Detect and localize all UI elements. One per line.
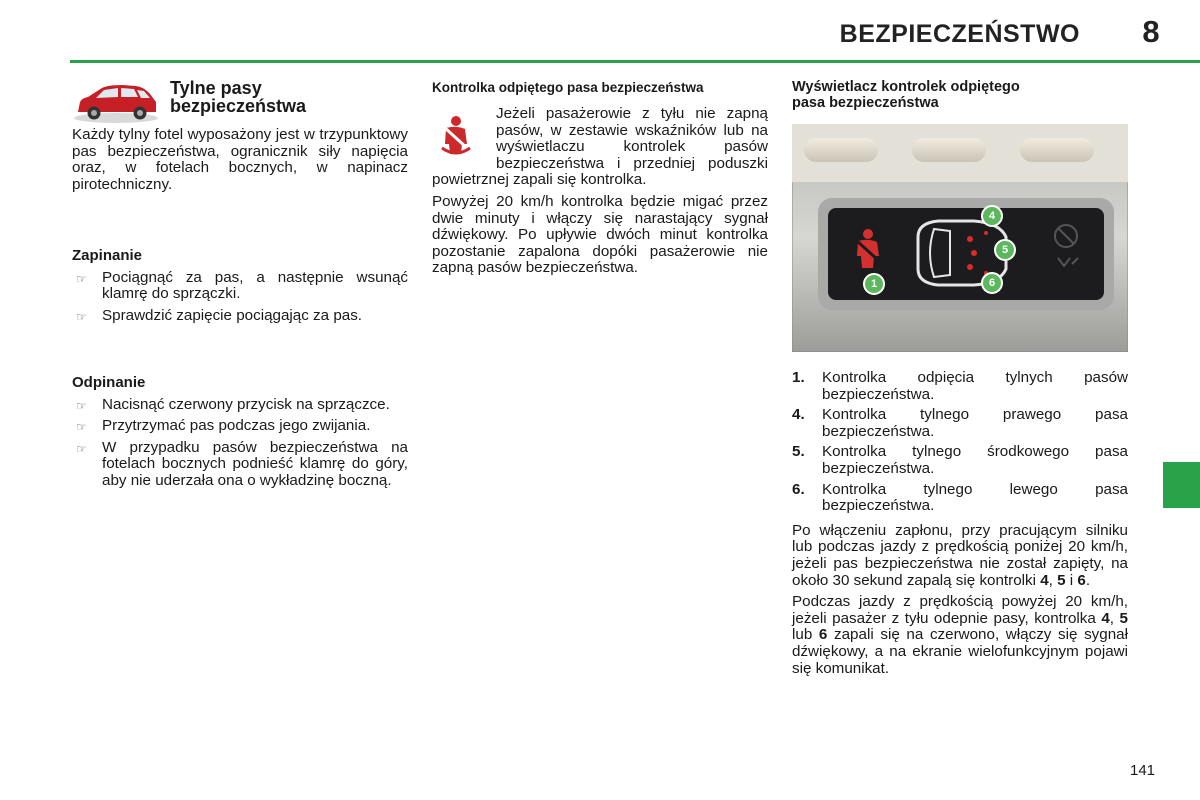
callout-1: 1 [863,273,885,295]
intro-paragraph: Każdy tylny fotel wyposażony jest w trzypunktowy pas bezpieczeństwa, ogranicznik siły napięcia oraz, w fotelach bocznych, w napinacz pirotechniczny. [72,126,408,193]
heading-line: bezpieczeństwa [170,96,307,116]
list-item: 1. Kontrolka odpięcia tylnych pasów bezpieczeństwa. [792,369,1128,403]
seatbelt-warning-icon [432,114,486,160]
list-item: ☞ Nacisnąć czerwony przycisk na sprzączce. [76,395,390,413]
list-item: ☞ W przypadku pasów bezpieczeństwa na fotelach bocznych podnieść klamrę do góry, aby nie uderzała ona o wykładzinę boczną. [76,438,408,489]
car-icon [72,80,160,124]
odpinanie-list [72,397,408,490]
heading-line: Wyświetlacz kontrolek odpiętego [792,79,1020,95]
callout-5: 5 [994,239,1016,261]
indicator-list [792,370,1128,515]
chapter-number: 8 [1142,14,1160,49]
display-paragraph-2: Podczas jazdy z prędkością powyżej 20 km/h, jeżeli pasażer z tyłu odepnie pasy, kontrolka 4, 5 lub 6 zapali się na czerwono, włączy się sygnał dźwiękowy, a na ekranie wielofunkcyjnym pojawi się komunikat. [792,593,1128,677]
list-item: 6. Kontrolka tylnego lewego pasa bezpieczeństwa. [792,480,1128,515]
section-heading-display [792,79,1132,111]
pointing-hand-icon: ☞ [76,420,87,435]
heading-line: pasa bezpieczeństwa [792,95,939,111]
display-paragraph-1: Po włączeniu zapłonu, przy pracującym silniku lub podczas jazdy z prędkością poniżej 20 km/h, jeżeli pas bezpieczeństwa nie został zapięty, na około 30 sekund zapalą się kontrolki 4, 5 i 6. [792,521,1128,589]
zapinanie-list [72,270,408,325]
warning-display-photo [792,124,1128,352]
page-number: 141 [1130,762,1156,779]
list-item: ☞ Sprawdzić zapięcie pociągając za pas. [76,306,363,324]
warning-paragraph-2: Powyżej 20 km/h kontrolka będzie migać przez dwie minuty i włączy się narastający sygnał dźwiękowy. Po upływie dwóch minut kontrolka pozostanie zapalona dopóki pasażerowie nie zapną pasów bezpieczeństwa. [432,192,768,277]
pointing-hand-icon: ☞ [76,441,87,456]
pointing-hand-icon: ☞ [76,398,87,413]
section-heading-unfastened-warning: Kontrolka odpiętego pasa bezpieczeństwa [432,80,704,95]
warning-paragraph-1: Jeżeli pasażerowie z tyłu nie zapną pasów, w zestawie wskaźników lub na wyświetlaczu kontrolek pasów bezpieczeństwa i przedniej poduszki powietrznej zapali się kontrolka. [432,105,768,189]
list-item: 4. Kontrolka tylnego prawego pasa bezpieczeństwa. [792,406,1128,440]
pointing-hand-icon: ☞ [76,309,87,324]
list-item: ☞ Pociągnąć za pas, a następnie wsunąć klamrę do sprzączki. [76,268,408,303]
callout-4: 4 [981,205,1003,227]
subheading-zapinanie: Zapinanie [72,247,143,264]
pointing-hand-icon: ☞ [76,271,87,286]
chapter-tab [1163,462,1200,508]
list-item: ☞ Przytrzymać pas podczas jego zwijania. [76,417,371,435]
header-rule [70,60,1200,63]
heading-line: Tylne pasy [170,78,262,98]
section-heading-rear-belts [170,79,306,115]
subheading-odpinanie: Odpinanie [72,374,146,391]
list-item: 5. Kontrolka tylnego środkowego pasa bezpieczeństwa. [792,443,1128,477]
callout-6: 6 [981,272,1003,294]
chapter-title: BEZPIECZEŃSTWO [839,20,1080,48]
